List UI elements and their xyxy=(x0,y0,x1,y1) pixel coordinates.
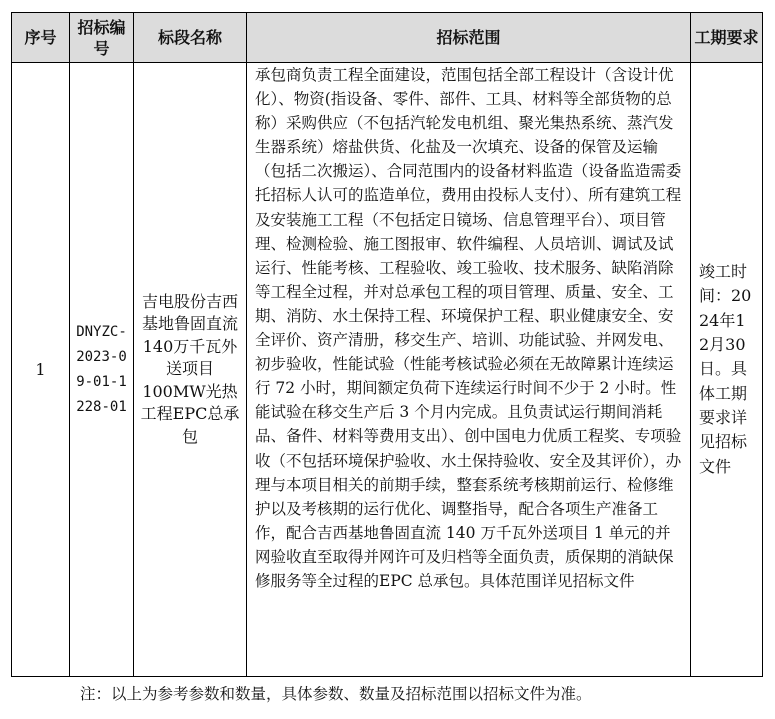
header-period: 工期要求 xyxy=(691,13,763,63)
header-code: 招标编号 xyxy=(70,13,134,63)
cell-code: DNYZC-2023-09-01-1228-01 xyxy=(70,63,134,677)
cell-scope: 承包商负责工程全面建设，范围包括全部工程设计（含设计优化）、物资(指设备、零件、部件、工具、材料等全部货物的总称）采购供应（不包括汽轮发电机组、聚光集热系统、蒸汽发生器系统）熔盐供货、化盐及一次填充、设备的保管及运输（包括二次搬运）、合同范围内的设备材料监造（设备监造需委托招标人认可的监造单位，费用由投标人支付）、所有建筑工程及安装施工工程（不包括定日镜场、信息管理平台）、项目管理、检测检验、施工图报审、软件编程、人员培训、调试及试运行、性能考核、工程验收、竣工验收、技术服务、缺陷消除等工程全过程，并对总承包工程的项目管理、质量、安全、工期、消防、水土保持工程、环境保护工程、职业健康安全、安全评价、资产清册，移交生产、培训、功能试验、并网发电、初步验收，性能试验（性能考核试验必须在无故障累计连续运行 72 小时，期间额定负荷下连续运行时间不少于 2 小时。性能试验在移交生产后 3 个月内完成。且负责试运行期间消耗品、备件、材料等费用支出）、创中国电力优质工程奖、专项验收（不包括环境保护验收、水土保持验收、安全及其评价），办理与本项目相关的前期手续，整套系统考核期前运行、检修维护以及考核期的运行优化、调整指导，配合各项生产准备工作，配合吉西基地鲁固直流 140 万千瓦外送项目 1 单元的并网验收直至取得并网许可及归档等全面负责，质保期的消缺保修服务等全过程的EPC 总承包。具体范围详见招标文件 xyxy=(247,63,691,677)
table-row xyxy=(12,63,763,677)
cell-name: 吉电股份吉西基地鲁固直流140万千瓦外送项目100MW光热工程EPC总承包 xyxy=(134,63,247,677)
cell-period: 竣工时间：2024年12月30日。具体工期要求详见招标文件 xyxy=(691,63,763,677)
table-header-row xyxy=(12,13,763,63)
header-seq: 序号 xyxy=(12,13,70,63)
header-scope: 招标范围 xyxy=(247,13,691,63)
cell-seq: 1 xyxy=(12,63,70,677)
header-name: 标段名称 xyxy=(134,13,247,63)
footnote: 注：以上为参考参数和数量，具体参数、数量及招标范围以招标文件为准。 xyxy=(80,685,592,703)
tender-table xyxy=(11,12,763,677)
